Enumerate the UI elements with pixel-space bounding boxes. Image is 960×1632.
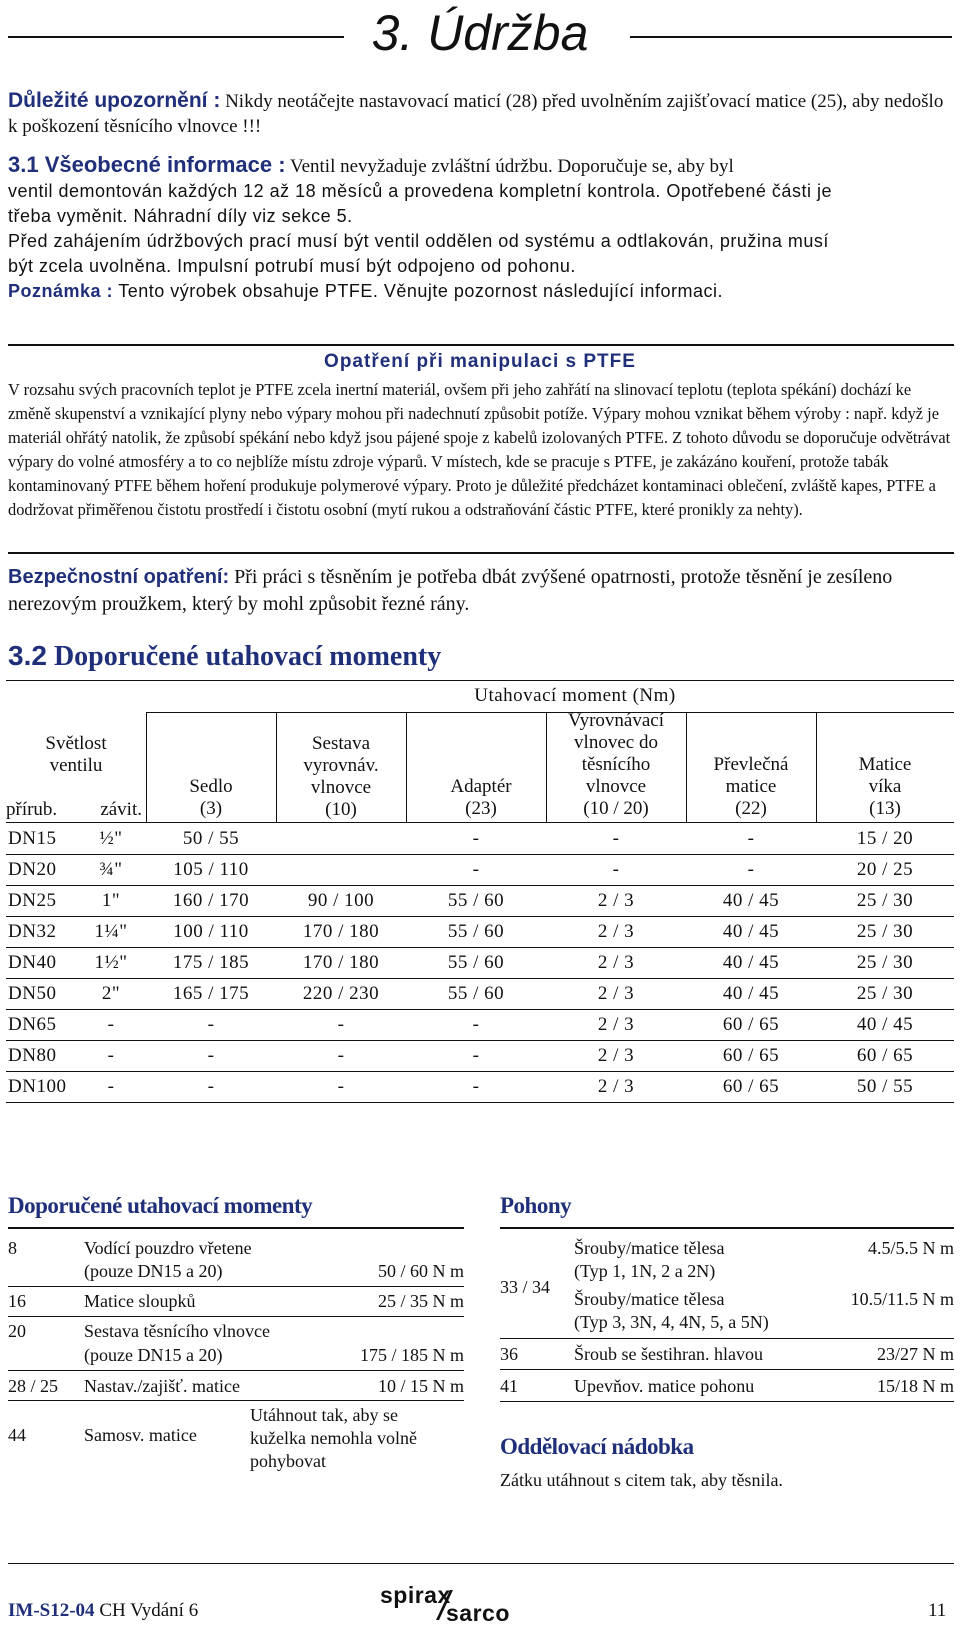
- torque-cell: -: [472, 859, 480, 880]
- torque-row: [6, 885, 954, 917]
- torque-cell: 2 / 3: [597, 983, 635, 1004]
- actuators-top-rule: [500, 1227, 954, 1229]
- torque-cell: 25 / 30: [856, 890, 914, 911]
- general-line-1: [8, 152, 954, 179]
- torque-section-title: Doporučené utahovací momenty: [53, 641, 442, 672]
- torque-cell: -: [472, 1045, 480, 1066]
- warning-text: Nikdy neotáčejte nastavovací maticí (28) před uvolněním zajišťovací matice (25), aby nedošlo k poškození těsnícího vlnovce !!!: [8, 91, 944, 137]
- ptfe-body: V rozsahu svých pracovních teplot je PTFE zcela inertní materiál, ovšem při jeho zahřátí na slinovací teplotu (teplota spékání) dochází ke změně skupenství a vznikající plyny nebo výpary mohou při nadechnutí způsobit potíže. Výpary mohou vznikat během výroby : např. když je materiál ohřátý natolik, že způsobí spékání nebo když jsou pájené spoje z kabelů izolovaných PTFE. Z tohoto důvodu se doporučuje odvětrávat výpary do volné atmosféry a to co nejblíže místu zdroje výparů. V místech, kde se pracuje s PTFE, je zakázáno kouření, protože tabák kontaminovaný PTFE během hoření produkuje polymerové výpary. Proto je důležité předcházet kontaminaci oblečení, zvláště kapes, PTFE a dodržovat přiměřenou čistotu prostředí i čistotu osobní (mytí rukou a odstraňování částic PTFE, které pronikly za nehty).: [8, 380, 951, 519]
- col-rule-2: [276, 712, 277, 822]
- torque-cell: -: [337, 1045, 345, 1066]
- act-desc2-1: (Typ 1, 1N, 2 a 2N): [574, 1261, 716, 1281]
- rec-rule-2: [8, 1316, 464, 1317]
- recommended-top-rule: [8, 1227, 464, 1229]
- col-seal-l2: vlnovec do: [574, 732, 658, 753]
- col-seal-l3: těsnícího: [581, 754, 651, 775]
- torque-cell: -: [612, 859, 620, 880]
- rec-num-20: 20: [8, 1321, 26, 1341]
- torque-cell: 220 / 230: [302, 983, 380, 1004]
- torque-row: [6, 1071, 954, 1103]
- general-line-2: ventil demontován každých 12 až 18 měsíců a provedena kompletní kontrola. Opotřebené části je: [8, 181, 832, 201]
- recommended-title: Doporučené utahovací momenty: [8, 1193, 313, 1218]
- rec-rule-4: [8, 1400, 464, 1401]
- torque-cell: 170 / 180: [302, 921, 380, 942]
- rec-rule-3: [8, 1370, 464, 1371]
- torque-section-heading: [8, 640, 441, 673]
- rec-desc2-20: (pouze DN15 a 20): [84, 1345, 223, 1365]
- torque-cell: 105 / 110: [173, 859, 249, 880]
- torque-row: [6, 978, 954, 1010]
- note-label: Poznámka :: [8, 281, 114, 301]
- col-adapt-l2: (23): [465, 798, 497, 819]
- act-num-41: 41: [500, 1376, 518, 1396]
- rec-desc-44: Samosv. matice: [84, 1425, 197, 1445]
- torque-cell: 2 / 3: [597, 952, 635, 973]
- safety-text: Při práci s těsněním je potřeba dbát zvýšené opatrnosti, protože těsnění je zesíleno nerezovým proužkem, který by mohl způsobit řezné rány.: [8, 566, 893, 615]
- torque-cell: -: [472, 1014, 480, 1035]
- act-desc-41: Upevňov. matice pohonu: [574, 1376, 755, 1396]
- logo-bottom-word: sarco: [446, 1600, 510, 1626]
- torque-cell: -: [747, 828, 755, 849]
- col-bal-l4: (10): [325, 799, 357, 820]
- rec-desc-8: Vodící pouzdro vřetene: [84, 1238, 252, 1258]
- rec-value-8: 50 / 60 N m: [377, 1261, 464, 1281]
- footer-edition: CH Vydání 6: [99, 1600, 199, 1621]
- col-union-l3: (22): [735, 798, 767, 819]
- torque-cell: 50 / 55: [856, 1076, 914, 1097]
- act-desc2-2: (Typ 3, 3N, 4, 4N, 5, a 5N): [574, 1312, 769, 1332]
- act-group-num: 33 / 34: [500, 1277, 551, 1297]
- torque-cell: DN15: [8, 828, 57, 849]
- torque-cell: 55 / 60: [447, 921, 505, 942]
- torque-cell: 40 / 45: [722, 890, 780, 911]
- torque-cell: -: [472, 828, 480, 849]
- torque-cell: -: [107, 1014, 115, 1035]
- rec-value-16: 25 / 35 N m: [377, 1291, 464, 1311]
- act-value-2: 10.5/11.5 N m: [850, 1289, 954, 1309]
- torque-cell: -: [612, 828, 620, 849]
- col-cover-l3: (13): [869, 798, 901, 819]
- torque-cell: DN65: [8, 1014, 57, 1035]
- torque-cell: 55 / 60: [447, 952, 505, 973]
- general-line-5: být zcela uvolněna. Impulsní potrubí musí být odpojeno od pohonu.: [8, 256, 576, 276]
- torque-top-rule: [6, 680, 954, 681]
- general-line-1-text: Ventil nevyžaduje zvláštní údržbu. Doporučuje se, aby byl: [289, 156, 734, 177]
- torque-cell: DN50: [8, 983, 57, 1004]
- col-seal-l1: Vyrovnávací: [567, 710, 665, 731]
- torque-cell: 55 / 60: [447, 983, 505, 1004]
- page-title-wrap: [0, 4, 960, 62]
- col-cover-l1: Matice: [858, 754, 912, 775]
- torque-cell: -: [107, 1045, 115, 1066]
- spirax-sarco-logo: [380, 1582, 550, 1626]
- col-rule-6: [816, 712, 817, 822]
- torque-cell: ½": [99, 828, 123, 849]
- ptfe-bottom-rule: [8, 552, 954, 554]
- torque-cell: 170 / 180: [302, 952, 380, 973]
- torque-cell: 2": [101, 983, 121, 1004]
- torque-cell: 90 / 100: [307, 890, 375, 911]
- col-rule-4: [546, 712, 547, 822]
- torque-cell: 25 / 30: [856, 983, 914, 1004]
- torque-cell: 15 / 20: [856, 828, 914, 849]
- warning-paragraph: [8, 88, 954, 139]
- torque-cell: -: [337, 1076, 345, 1097]
- col-rule-3: [406, 712, 407, 822]
- rec-desc-28: Nastav./zajišť. matice: [84, 1376, 240, 1396]
- col-seal-l5: (10 / 20): [583, 798, 649, 819]
- torque-cell: -: [337, 1014, 345, 1035]
- general-info: [8, 152, 954, 304]
- safety-paragraph: [8, 564, 954, 618]
- general-label: 3.1 Všeobecné informace :: [8, 152, 286, 177]
- act-value-36: 23/27 N m: [876, 1344, 954, 1364]
- torque-row: [6, 823, 954, 855]
- col-rule-1: [146, 712, 147, 822]
- col-size-flanged: přírub.: [6, 799, 58, 820]
- torque-cell: 60 / 65: [722, 1014, 780, 1035]
- torque-cell: 2 / 3: [597, 1014, 635, 1035]
- torque-cell: DN100: [8, 1076, 67, 1097]
- torque-cell: DN20: [8, 859, 57, 880]
- col-header-union: [686, 754, 816, 820]
- act-value-1: 4.5/5.5 N m: [867, 1238, 954, 1258]
- col-bal-l2: vyrovnáv.: [303, 755, 379, 776]
- col-header-adapter: [416, 776, 546, 820]
- act-rule-2: [500, 1369, 954, 1370]
- torque-cell: -: [207, 1014, 215, 1035]
- rec-rule-1: [8, 1286, 464, 1287]
- torque-row: [6, 1040, 954, 1072]
- note-text: Tento výrobek obsahuje PTFE. Věnujte pozornost následující informaci.: [118, 281, 724, 301]
- torque-cell: 60 / 65: [722, 1045, 780, 1066]
- torque-cell: 20 / 25: [856, 859, 914, 880]
- torque-cell: -: [107, 1076, 115, 1097]
- ptfe-top-rule: [8, 344, 954, 346]
- torque-cell: 55 / 60: [447, 890, 505, 911]
- rec-num-44: 44: [8, 1425, 26, 1445]
- torque-cell: ¾": [99, 859, 123, 880]
- torque-cell: -: [472, 1076, 480, 1097]
- torque-row: [6, 1009, 954, 1041]
- general-line-4: Před zahájením údržbových prací musí být ventil oddělen od systému a odtlakován, pružina musí: [8, 231, 829, 251]
- note-line: [8, 279, 954, 304]
- col-bal-l3: vlnovce: [310, 777, 372, 798]
- col-size-l3: [6, 799, 142, 821]
- torque-cell: 2 / 3: [597, 890, 635, 911]
- col-header-sealing: [546, 710, 686, 820]
- col-header-cover: [816, 754, 954, 820]
- col-cover-l2: víka: [868, 776, 902, 797]
- safety-label: Bezpečnostní opatření:: [8, 566, 230, 588]
- rec-num-16: 16: [8, 1291, 26, 1311]
- separator-text: Zátku utáhnout s citem tak, aby těsnila.: [500, 1470, 783, 1490]
- torque-cell: -: [747, 859, 755, 880]
- col-adapt-l1: Adaptér: [450, 776, 512, 797]
- torque-cell: 2 / 3: [597, 1076, 635, 1097]
- torque-cell: 40 / 45: [722, 952, 780, 973]
- page-number: 11: [928, 1600, 947, 1621]
- footer-doc-code: IM-S12-04: [8, 1600, 95, 1621]
- rec-desc-16: Matice sloupků: [84, 1291, 196, 1311]
- logo-top-word: spirax: [380, 1582, 451, 1608]
- torque-cell: 50 / 55: [182, 828, 240, 849]
- actuators-title: Pohony: [500, 1193, 572, 1218]
- col-seal-l4: vlnovce: [585, 776, 647, 797]
- rec-num-28: 28 / 25: [8, 1376, 59, 1396]
- rec-value-44: Utáhnout tak, aby se kuželka nemohla volně pohybovat: [250, 1405, 417, 1471]
- act-desc-36: Šroub se šestihran. hlavou: [574, 1344, 763, 1364]
- torque-cell: DN80: [8, 1045, 57, 1066]
- col-seat-l2: (3): [199, 798, 223, 819]
- footer-rule: [8, 1563, 954, 1564]
- torque-cell: 40 / 45: [722, 983, 780, 1004]
- col-header-seat: [146, 776, 276, 820]
- page-title: 3. Údržba: [346, 5, 615, 61]
- torque-section-number: 3.2: [8, 640, 47, 671]
- col-rule-5: [686, 712, 687, 822]
- col-bal-l1: Sestava: [311, 733, 371, 754]
- rec-value-20: 175 / 185 N m: [359, 1345, 464, 1365]
- col-union-l2: matice: [725, 776, 777, 797]
- torque-cell: 160 / 170: [172, 890, 250, 911]
- torque-cell: 1½": [94, 952, 128, 973]
- torque-cell: 40 / 45: [856, 1014, 914, 1035]
- general-line-3: třeba vyměnit. Náhradní díly viz sekce 5.: [8, 206, 353, 226]
- col-seat-l1: Sedlo: [189, 776, 233, 797]
- torque-cell: 175 / 185: [172, 952, 250, 973]
- act-rule-3: [500, 1401, 954, 1402]
- col-size-l2: ventilu: [49, 755, 103, 776]
- torque-cell: 100 / 110: [173, 921, 249, 942]
- torque-cell: 60 / 65: [722, 1076, 780, 1097]
- col-union-l1: Převlečná: [713, 754, 789, 775]
- torque-cell: 25 / 30: [856, 952, 914, 973]
- rec-value-28: 10 / 15 N m: [377, 1376, 464, 1396]
- torque-row: [6, 854, 954, 886]
- torque-cell: DN25: [8, 890, 57, 911]
- torque-group-header: Utahovací moment (Nm): [474, 685, 676, 706]
- footer-doc-info: [8, 1600, 198, 1622]
- ptfe-title: Opatření při manipulaci s PTFE: [324, 351, 636, 372]
- rec-num-8: 8: [8, 1238, 17, 1258]
- act-desc-1: Šrouby/matice tělesa: [574, 1238, 725, 1258]
- torque-cell: 1": [101, 890, 121, 911]
- act-value-41: 15/18 N m: [876, 1376, 954, 1396]
- torque-cell: DN32: [8, 921, 57, 942]
- torque-cell: 60 / 65: [856, 1045, 914, 1066]
- torque-cell: 165 / 175: [172, 983, 250, 1004]
- act-num-36: 36: [500, 1344, 518, 1364]
- torque-cell: -: [207, 1076, 215, 1097]
- torque-cell: 25 / 30: [856, 921, 914, 942]
- torque-row: [6, 947, 954, 979]
- separator-title: Oddělovací nádobka: [500, 1434, 694, 1459]
- col-header-size: [6, 733, 146, 821]
- torque-row: [6, 916, 954, 948]
- col-header-balance: [276, 733, 406, 821]
- torque-cell: 1¼": [94, 921, 128, 942]
- torque-cell: 40 / 45: [722, 921, 780, 942]
- col-size-l1: Světlost: [45, 733, 107, 754]
- torque-cell: -: [207, 1045, 215, 1066]
- rec-desc-20: Sestava těsnícího vlnovce: [84, 1321, 270, 1341]
- torque-cell: DN40: [8, 952, 57, 973]
- act-rule-1: [500, 1338, 954, 1339]
- col-size-threaded: závit.: [100, 799, 142, 820]
- warning-label: Důležité upozornění :: [8, 89, 221, 112]
- torque-cell: 2 / 3: [597, 921, 635, 942]
- torque-cell: 2 / 3: [597, 1045, 635, 1066]
- rec-desc2-8: (pouze DN15 a 20): [84, 1261, 223, 1281]
- act-desc-2: Šrouby/matice tělesa: [574, 1289, 725, 1309]
